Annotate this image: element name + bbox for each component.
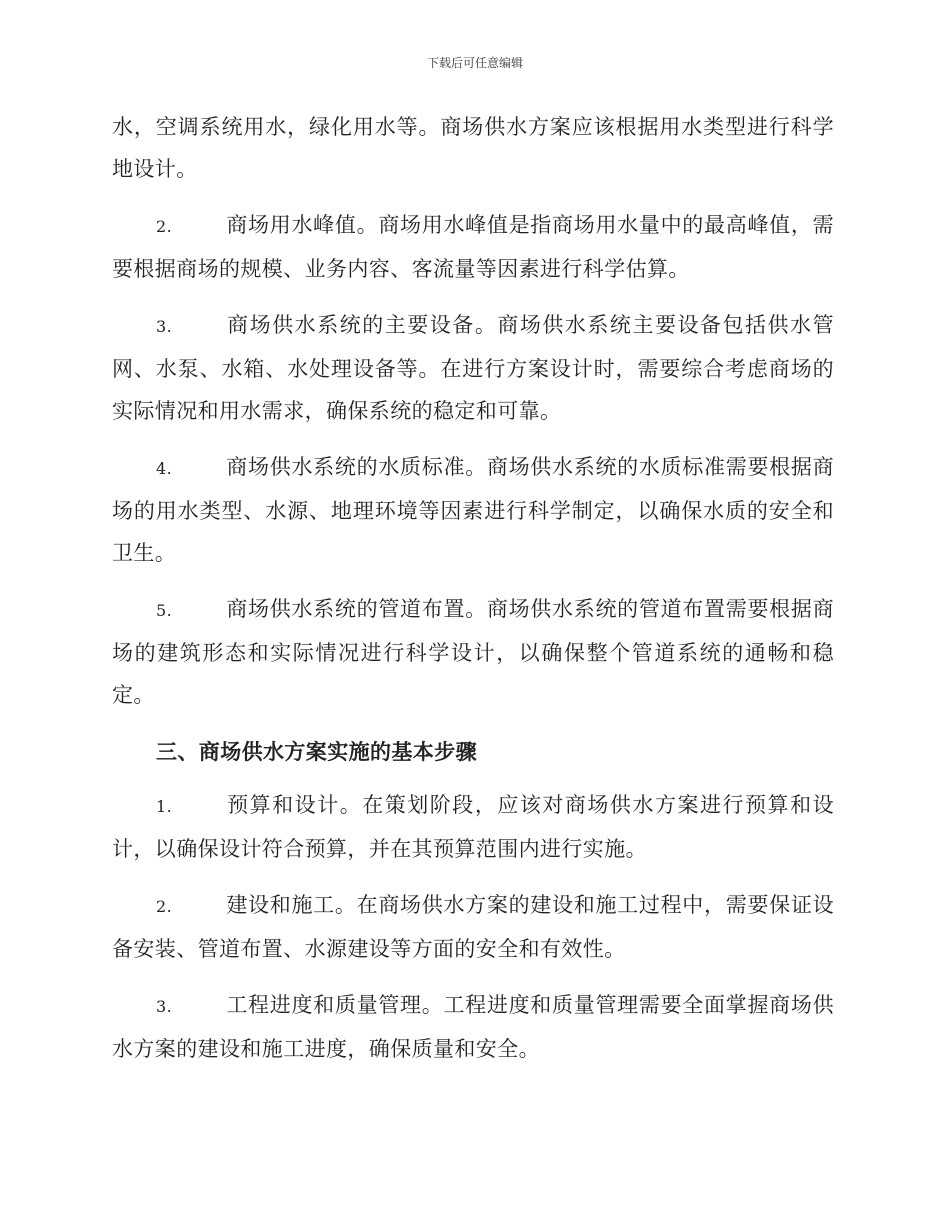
page-header: 下载后可任意编辑 — [426, 56, 523, 70]
item-number: 5. — [156, 601, 173, 620]
section-heading: 三、商场供水方案实施的基本步骤 — [156, 739, 477, 764]
item-number: 2. — [156, 217, 173, 236]
list-item — [112, 204, 834, 290]
item-number: 3. — [156, 317, 173, 336]
item-number: 3. — [156, 997, 173, 1016]
list-item — [112, 984, 834, 1070]
list-item — [112, 884, 834, 970]
item-text: 预算和设计。在策划阶段，应该对商场供水方案进行预算和设计，以确保设计符合预算，并在其预算范围内进行实施。 — [112, 793, 834, 861]
item-text: 商场供水系统的管道布置。商场供水系统的管道布置需要根据商场的建筑形态和实际情况进行科学设计，以确保整个管道系统的通畅和稳定。 — [112, 597, 834, 707]
item-text: 工程进度和质量管理。工程进度和质量管理需要全面掌握商场供水方案的建设和施工进度，确保质量和安全。 — [112, 993, 834, 1061]
intro-paragraph: 水，空调系统用水，绿化用水等。商场供水方案应该根据用水类型进行科学地设计。 — [112, 115, 834, 181]
item-number: 4. — [156, 459, 173, 478]
list-item — [112, 304, 834, 432]
item-text: 建设和施工。在商场供水方案的建设和施工过程中，需要保证设备安装、管道布置、水源建设等方面的安全和有效性。 — [112, 893, 834, 961]
list-item — [112, 588, 834, 716]
item-text: 商场供水系统的水质标准。商场供水系统的水质标准需要根据商场的用水类型、水源、地理环境等因素进行科学制定，以确保水质的安全和卫生。 — [112, 455, 834, 565]
item-number: 2. — [156, 897, 173, 916]
document-body — [112, 106, 834, 1084]
item-number: 1. — [156, 797, 173, 816]
item-text: 商场用水峰值。商场用水峰值是指商场用水量中的最高峰值，需要根据商场的规模、业务内容、客流量等因素进行科学估算。 — [112, 213, 834, 281]
item-text: 商场供水系统的主要设备。商场供水系统主要设备包括供水管网、水泵、水箱、水处理设备等。在进行方案设计时，需要综合考虑商场的实际情况和用水需求，确保系统的稳定和可靠。 — [112, 313, 834, 423]
list-item — [112, 784, 834, 870]
list-item — [112, 446, 834, 574]
